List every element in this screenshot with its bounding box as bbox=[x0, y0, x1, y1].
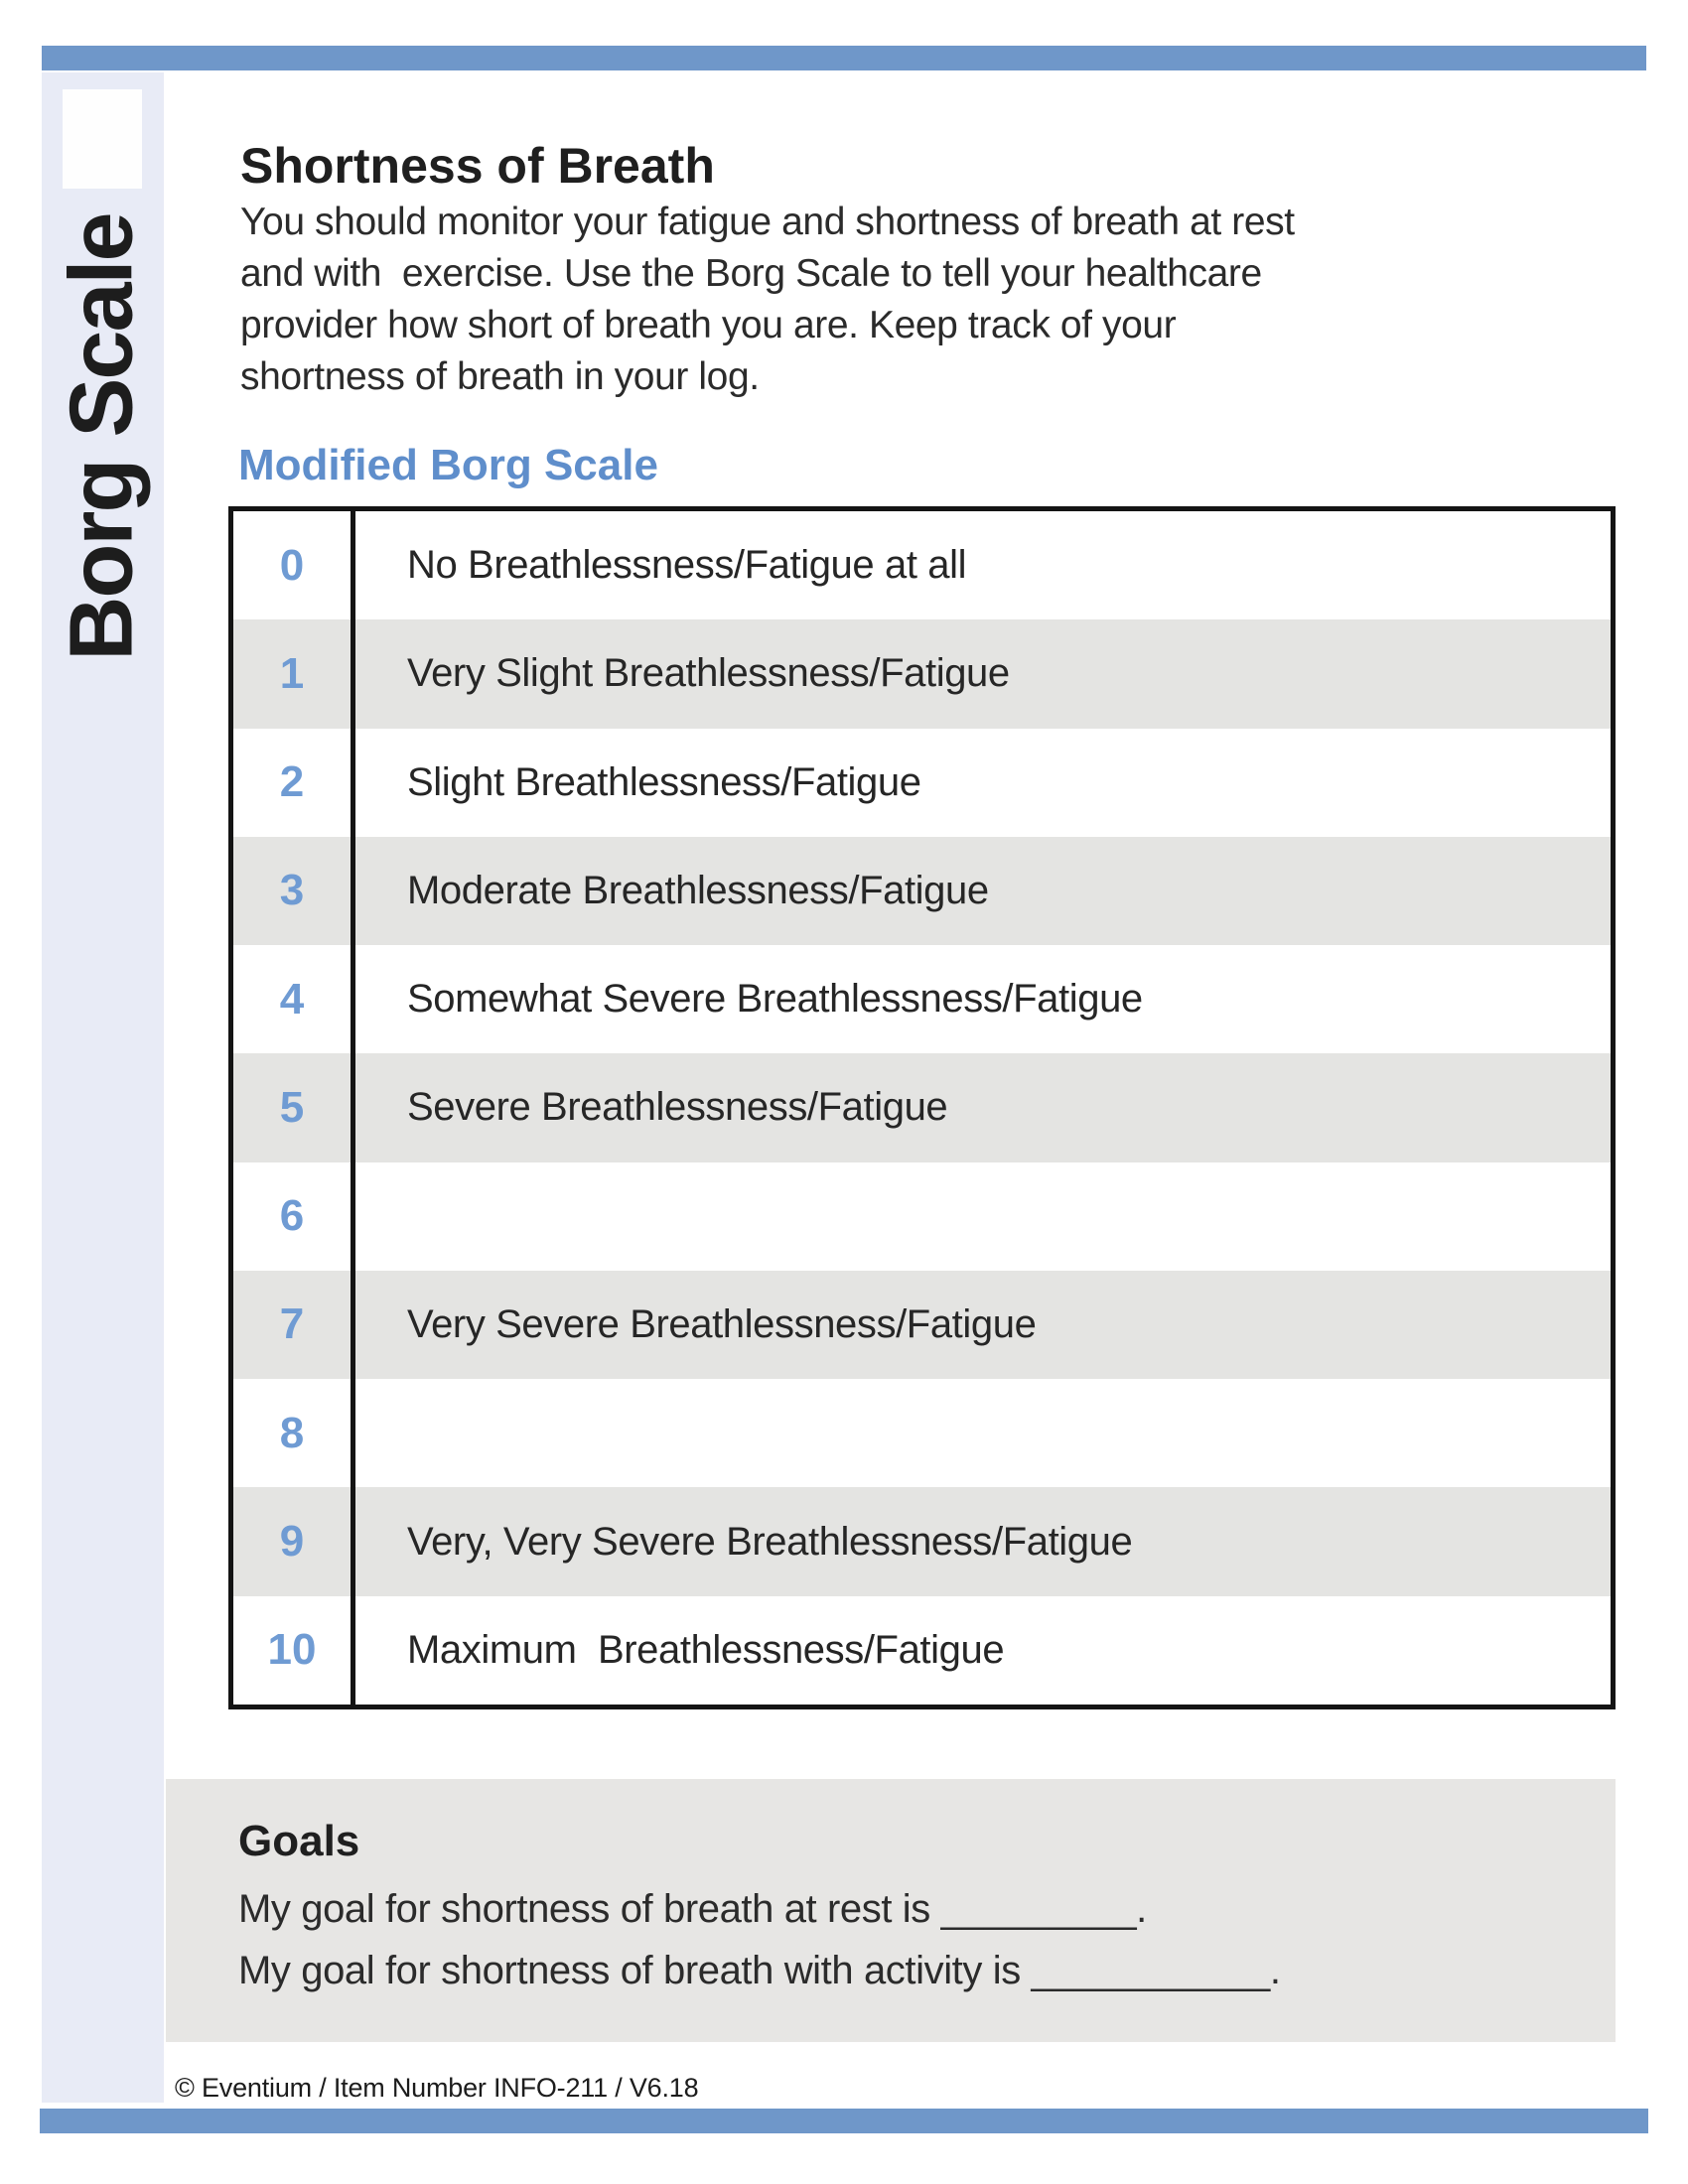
row-number: 1 bbox=[233, 619, 355, 728]
table-row bbox=[233, 945, 1611, 1053]
row-label: Very Severe Breathlessness/Fatigue bbox=[407, 1301, 1037, 1346]
row-label: Slight Breathlessness/Fatigue bbox=[407, 759, 921, 804]
table-row bbox=[233, 1053, 1611, 1161]
sidebar-title-wrap bbox=[42, 199, 164, 675]
table-row bbox=[233, 1379, 1611, 1487]
table-row bbox=[233, 837, 1611, 945]
row-number: 6 bbox=[233, 1162, 355, 1271]
row-number: 5 bbox=[233, 1053, 355, 1161]
row-label bbox=[355, 1379, 1611, 1487]
borg-scale-table bbox=[228, 506, 1616, 1709]
intro-line: You should monitor your fatigue and shortness of breath at rest bbox=[240, 201, 1295, 243]
row-number: 3 bbox=[233, 837, 355, 945]
goal-line: My goal for shortness of breath with activity is ___________. bbox=[238, 1949, 1281, 1992]
bottom-accent-bar bbox=[40, 2109, 1648, 2133]
goals-heading: Goals bbox=[238, 1817, 360, 1865]
row-number: 4 bbox=[233, 945, 355, 1053]
top-accent-bar bbox=[42, 46, 1646, 70]
table-heading: Modified Borg Scale bbox=[238, 441, 658, 489]
row-label bbox=[355, 1162, 1611, 1271]
goals-section bbox=[166, 1779, 1616, 2042]
table-row bbox=[233, 1596, 1611, 1705]
row-label: Severe Breathlessness/Fatigue bbox=[407, 1085, 948, 1130]
intro-paragraph bbox=[240, 197, 1412, 403]
row-number: 0 bbox=[233, 511, 355, 619]
goal-lines bbox=[238, 1878, 1281, 2001]
row-label: No Breathlessness/Fatigue at all bbox=[407, 543, 967, 588]
row-number: 2 bbox=[233, 729, 355, 837]
goal-line: My goal for shortness of breath at rest is _________. bbox=[238, 1887, 1147, 1931]
table-row bbox=[233, 1162, 1611, 1271]
intro-line: and with exercise. Use the Borg Scale to tell your healthcare bbox=[240, 252, 1262, 295]
intro-line: shortness of breath in your log. bbox=[240, 355, 760, 398]
row-number: 7 bbox=[233, 1271, 355, 1379]
row-label: Very, Very Severe Breathlessness/Fatigue bbox=[407, 1519, 1133, 1564]
row-label: Very Slight Breathlessness/Fatigue bbox=[407, 651, 1010, 696]
footer-text: © Eventium / Item Number INFO-211 / V6.18 bbox=[175, 2073, 699, 2103]
row-number: 8 bbox=[233, 1379, 355, 1487]
row-label: Somewhat Severe Breathlessness/Fatigue bbox=[407, 977, 1143, 1022]
row-number: 9 bbox=[233, 1487, 355, 1595]
row-label: Moderate Breathlessness/Fatigue bbox=[407, 868, 989, 912]
table-row bbox=[233, 511, 1611, 619]
sidebar-white-box bbox=[63, 89, 142, 189]
table-row bbox=[233, 619, 1611, 728]
row-number: 10 bbox=[233, 1596, 355, 1705]
sidebar-title: Borg Scale bbox=[53, 212, 153, 661]
intro-line: provider how short of breath you are. Keep track of your bbox=[240, 304, 1177, 346]
table-row bbox=[233, 729, 1611, 837]
page-title: Shortness of Breath bbox=[240, 138, 715, 194]
table-row bbox=[233, 1487, 1611, 1595]
row-label: Maximum Breathlessness/Fatigue bbox=[407, 1627, 1005, 1672]
table-row bbox=[233, 1271, 1611, 1379]
